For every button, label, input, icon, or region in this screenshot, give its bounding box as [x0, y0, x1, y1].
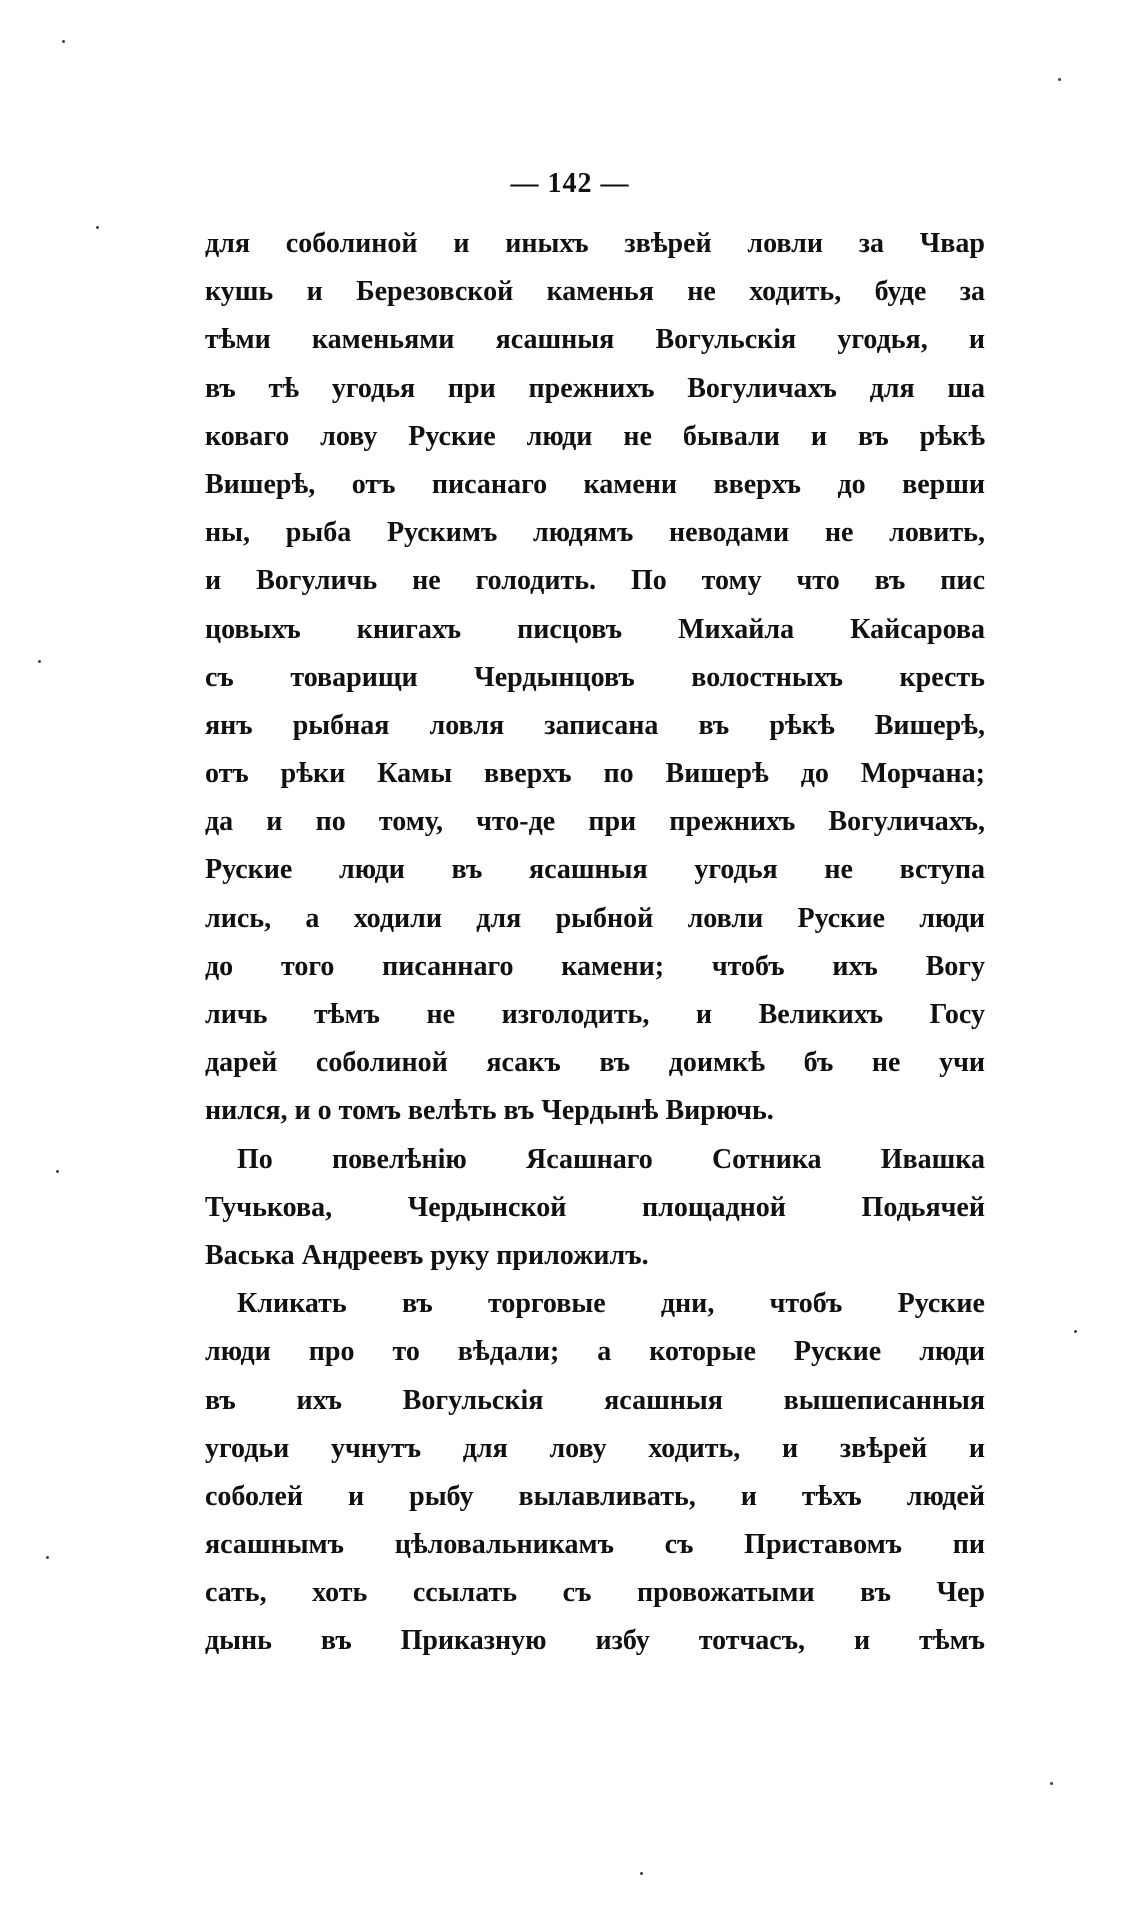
text-line: ясашнымъ цѣловальникамъ съ Приставомъ пи	[205, 1529, 985, 1561]
text-line: дынь въ Приказную избу тотчасъ, и тѣмъ	[205, 1625, 985, 1657]
body-text	[205, 220, 985, 1666]
text-line: Вишерѣ, отъ писанаго камени вверхъ до верши	[205, 468, 985, 500]
text-line: да и по тому, что-де при прежнихъ Вогуличахъ,	[205, 806, 985, 838]
text-line: сать, хоть ссылать съ провожатыми въ Чер	[205, 1577, 985, 1609]
text-line: для соболиной и иныхъ звѣрей ловли за Чвар	[205, 228, 985, 259]
text-line: лись, а ходили для рыбной ловли Руские люди	[205, 902, 985, 934]
text-line: въ тѣ угодья при прежнихъ Вогуличахъ для ша	[205, 372, 985, 404]
scan-speck	[46, 1556, 49, 1559]
scan-speck	[1050, 1782, 1053, 1785]
text-line: По повелѣнію Ясашнаго Сотника Ивашка	[237, 1143, 985, 1175]
text-line: Руские люди въ ясашныя угодья не вступа	[205, 854, 985, 886]
text-line: люди про то вѣдали; а которые Руские люди	[205, 1336, 985, 1368]
text-line: ны, рыба Рускимъ людямъ неводами не ловить,	[205, 517, 985, 549]
paragraph-end-line: нился, и о томъ велѣть въ Чердынѣ Вирючь.	[205, 1095, 774, 1127]
paragraph-end-line: Васька Андреевъ руку приложилъ.	[205, 1239, 649, 1271]
text-line: коваго лову Руские люди не бывали и въ рѣкѣ	[205, 420, 985, 452]
text-line: Кликать въ торговые дни, чтобъ Руские	[237, 1288, 985, 1320]
text-line: съ товарищи Чердынцовъ волостныхъ кресть	[205, 661, 985, 693]
text-line: и Вогуличь не голодить. По тому что въ пис	[205, 565, 985, 597]
scan-speck	[1058, 78, 1061, 81]
text-line: янъ рыбная ловля записана въ рѣкѣ Вишерѣ,	[205, 709, 985, 741]
text-line: угодьи учнутъ для лову ходить, и звѣрей и	[205, 1432, 985, 1464]
scan-speck	[640, 1872, 643, 1875]
text-line: Тучькова, Чердынской площадной Подьячей	[205, 1191, 985, 1223]
text-line: въ ихъ Вогульскія ясашныя вышеписанныя	[205, 1384, 985, 1416]
scan-speck	[62, 40, 65, 43]
text-line: до того писаннаго камени; чтобъ ихъ Вогу	[205, 950, 985, 982]
text-line: кушь и Березовской каменья не ходить, буде за	[205, 276, 985, 308]
text-line: цовыхъ книгахъ писцовъ Михайла Кайсарова	[205, 613, 985, 645]
text-line: отъ рѣки Камы вверхъ по Вишерѣ до Морчана;	[205, 758, 985, 790]
text-line: тѣми каменьями ясашныя Вогульскія угодья, и	[205, 324, 985, 356]
text-line: личь тѣмъ не изголодить, и Великихъ Госу	[205, 999, 985, 1030]
scan-speck	[1074, 1330, 1077, 1333]
scan-speck	[96, 226, 99, 229]
scan-speck	[56, 1170, 59, 1173]
page-number: — 142 —	[510, 168, 630, 199]
text-line: соболей и рыбу вылавливать, и тѣхъ людей	[205, 1480, 985, 1512]
text-line: дарей соболиной ясакъ въ доимкѣ бъ не учи	[205, 1047, 985, 1079]
scan-speck	[38, 660, 41, 663]
